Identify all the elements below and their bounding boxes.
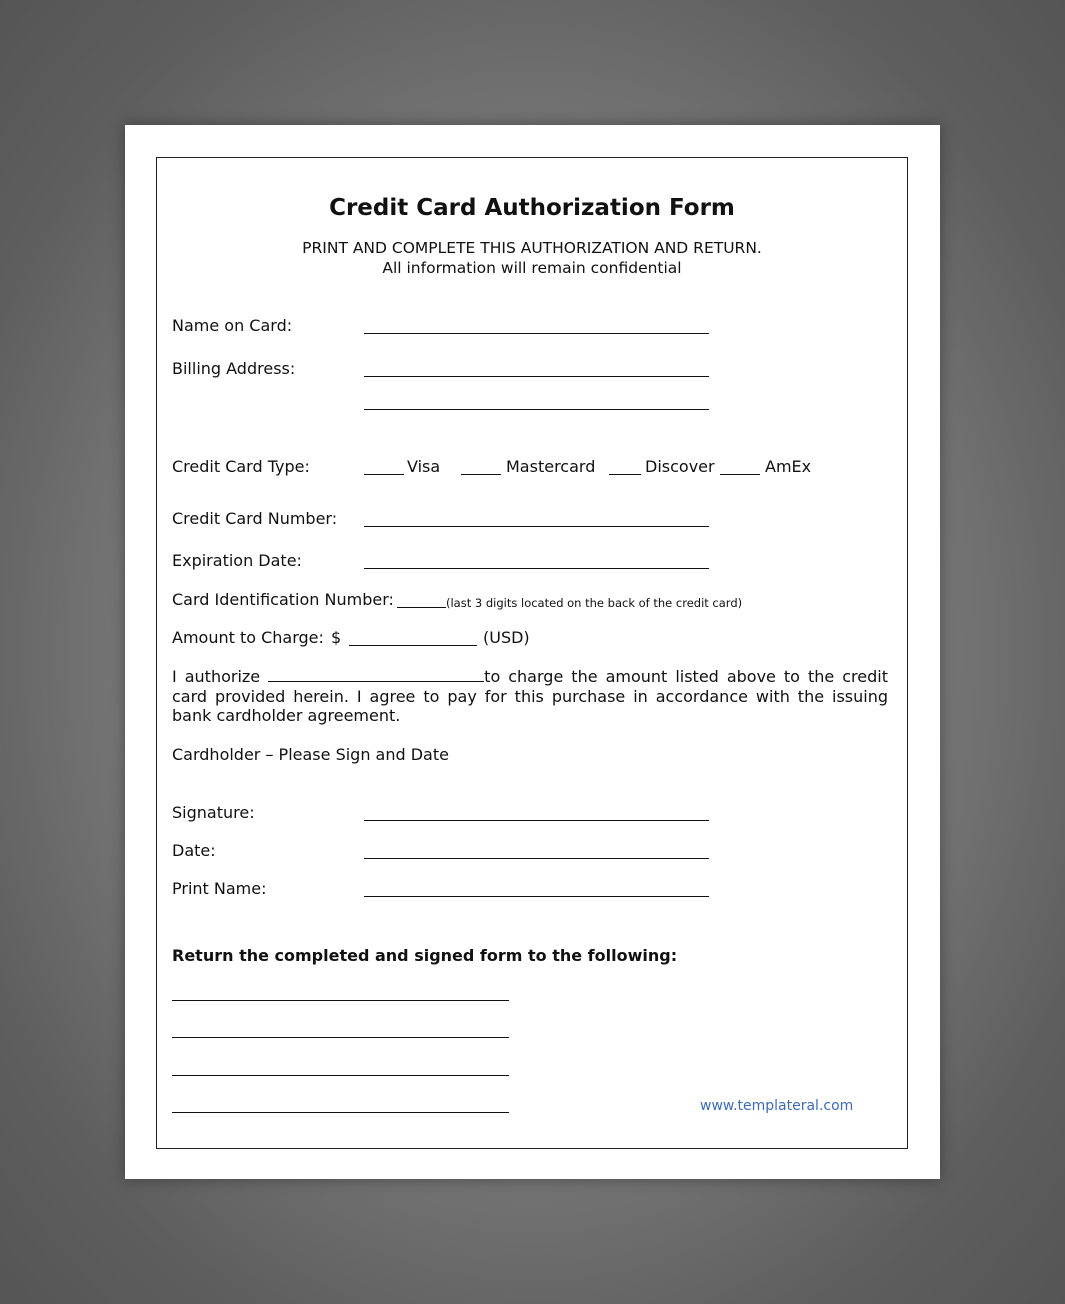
- expiration-date-label: Expiration Date:: [172, 551, 302, 570]
- form-border: [156, 157, 908, 1149]
- billing-address-field-2[interactable]: [364, 409, 709, 410]
- form-title: Credit Card Authorization Form: [329, 195, 735, 221]
- visa-checkbox-line[interactable]: [364, 474, 404, 475]
- return-address-line-2[interactable]: [172, 1037, 509, 1038]
- signature-label: Signature:: [172, 803, 255, 822]
- name-on-card-label: Name on Card:: [172, 316, 293, 335]
- currency-unit: (USD): [483, 628, 530, 647]
- authorize-prefix: I authorize: [172, 667, 261, 686]
- return-address-line-3[interactable]: [172, 1075, 509, 1076]
- amount-label: Amount to Charge:: [172, 628, 324, 647]
- cid-note: (last 3 digits located on the back of the credit card): [446, 596, 743, 610]
- return-heading: Return the completed and signed form to the following:: [172, 946, 678, 965]
- cid-label: Card Identification Number:: [172, 590, 394, 609]
- document-page: [125, 125, 940, 1179]
- currency-symbol: $: [331, 628, 342, 647]
- amex-checkbox-line[interactable]: [720, 474, 760, 475]
- billing-address-field-1[interactable]: [364, 376, 709, 377]
- form-subtitle-instruction: PRINT AND COMPLETE THIS AUTHORIZATION AND RETURN.: [302, 239, 762, 257]
- website-link[interactable]: www.templateral.com: [700, 1098, 854, 1114]
- sign-heading: Cardholder – Please Sign and Date: [172, 745, 449, 764]
- amount-field[interactable]: [349, 645, 477, 646]
- card-type-visa: Visa: [407, 457, 441, 476]
- name-on-card-field[interactable]: [364, 333, 709, 334]
- billing-address-label: Billing Address:: [172, 359, 296, 378]
- card-type-discover: Discover: [645, 457, 715, 476]
- print-name-label: Print Name:: [172, 879, 267, 898]
- form-subtitle-confidential: All information will remain confidential: [382, 259, 682, 277]
- discover-checkbox-line[interactable]: [609, 474, 641, 475]
- expiration-date-field[interactable]: [364, 568, 709, 569]
- authorization-paragraph: [172, 667, 888, 726]
- signature-field[interactable]: [364, 820, 709, 821]
- merchant-name-field[interactable]: [268, 667, 484, 682]
- date-field[interactable]: [364, 858, 709, 859]
- date-label: Date:: [172, 841, 216, 860]
- card-type-mastercard: Mastercard: [506, 457, 596, 476]
- authorize-suffix: to charge the amount listed above to the credit card provided herein. I agree to pay for this purchase in accordance with the issuing bank cardholder agreement.: [172, 667, 889, 725]
- card-type-amex: AmEx: [765, 457, 812, 476]
- return-address-line-4[interactable]: [172, 1112, 509, 1113]
- mastercard-checkbox-line[interactable]: [461, 474, 501, 475]
- cid-field[interactable]: [397, 607, 446, 608]
- card-type-label: Credit Card Type:: [172, 457, 310, 476]
- card-number-field[interactable]: [364, 526, 709, 527]
- return-address-line-1[interactable]: [172, 1000, 509, 1001]
- card-number-label: Credit Card Number:: [172, 509, 338, 528]
- print-name-field[interactable]: [364, 896, 709, 897]
